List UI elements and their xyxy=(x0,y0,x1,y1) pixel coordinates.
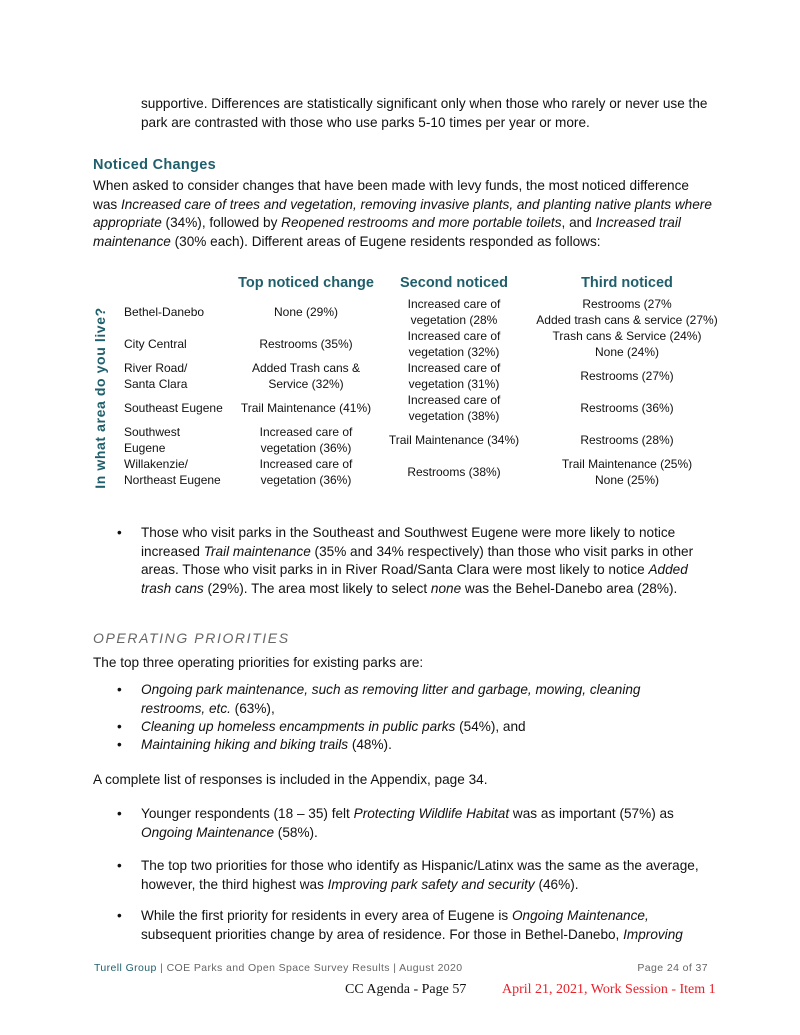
bullet-noticed xyxy=(117,524,721,598)
noticed-changes-heading: Noticed Changes xyxy=(93,157,216,173)
cell-line: Added trash cans & service (27%) xyxy=(536,313,718,327)
cell-line: Northeast Eugene xyxy=(124,473,221,487)
text-run: Maintaining hiking and biking trails xyxy=(141,737,349,752)
footer-org: Turell Group xyxy=(94,962,157,974)
noticed-changes-paragraph xyxy=(93,177,713,251)
detail-item-2 xyxy=(117,857,711,894)
cell-area xyxy=(118,328,236,360)
bullet-icon: • xyxy=(117,682,122,697)
text-run: The top three operating priorities for existing parks are: xyxy=(93,655,424,670)
cell-line: Increased care of xyxy=(259,457,353,471)
cell-line: None (29%) xyxy=(273,305,339,319)
cell-top xyxy=(236,424,376,456)
text-run: (30% each). Different areas of Eugene residents responded as follows: xyxy=(170,233,601,249)
table-row xyxy=(118,456,722,488)
text-run: (58%). xyxy=(274,824,318,840)
cell-area xyxy=(118,424,236,456)
bullet-icon: • xyxy=(117,908,122,923)
cell-line: vegetation (38%) xyxy=(408,409,500,423)
cell-area xyxy=(118,456,236,488)
cell-line: Bethel-Danebo xyxy=(124,305,205,319)
cell-third xyxy=(532,328,722,360)
cell-line: vegetation (28% xyxy=(410,313,498,327)
text-run: Younger respondents (18 – 35) felt xyxy=(141,806,354,821)
cell-second xyxy=(376,296,532,328)
text-run: was as important (57%) as xyxy=(509,806,674,821)
text-run: A complete list of responses is included in the Appendix, page 34. xyxy=(93,772,488,787)
cell-line: Increased care of xyxy=(407,297,501,311)
cell-second xyxy=(376,392,532,424)
cell-top xyxy=(236,360,376,392)
noticed-changes-table xyxy=(118,274,722,488)
bullet-icon: • xyxy=(117,719,122,734)
text-run: Ongoing Maintenance, xyxy=(511,908,649,923)
text-run: (46%). xyxy=(534,876,579,892)
cell-third xyxy=(532,424,722,456)
text-run: Improving park safety and security xyxy=(327,876,535,892)
cell-second xyxy=(376,360,532,392)
cell-line: Southwest xyxy=(124,425,181,439)
cell-line: vegetation (36%) xyxy=(260,473,352,487)
table-row xyxy=(118,328,722,360)
footer-sep: | xyxy=(160,962,164,974)
cell-line: Restrooms (28%) xyxy=(580,433,674,447)
text-run: none xyxy=(430,580,462,596)
cell-line: Southeast Eugene xyxy=(124,401,223,415)
text-run: Improving xyxy=(623,926,683,942)
header-top: Top noticed change xyxy=(238,275,374,291)
row-axis-label: In what area do you live? xyxy=(92,307,108,489)
cell-line: Increased care of xyxy=(407,329,501,343)
cell-line: Trail Maintenance (34%) xyxy=(388,433,520,447)
text-run: (54%), and xyxy=(455,719,526,734)
priority-item-3 xyxy=(117,736,721,755)
cell-area xyxy=(118,360,236,392)
work-session-label: April 21, 2021, Work Session - Item 1 xyxy=(502,982,716,997)
cell-line: Increased care of xyxy=(407,393,501,407)
bullet-icon: • xyxy=(117,737,122,752)
bullet-icon: • xyxy=(117,806,122,821)
cell-line: Trail Maintenance (41%) xyxy=(240,401,372,415)
footer-sep: | xyxy=(393,962,397,974)
cell-line: Increased care of xyxy=(407,361,501,375)
cell-line: None (24%) xyxy=(594,345,660,359)
cell-line: vegetation (32%) xyxy=(408,345,500,359)
cell-line: Eugene xyxy=(124,441,166,455)
cell-line: City Central xyxy=(124,337,187,351)
footer-doc: COE Parks and Open Space Survey Results xyxy=(166,962,390,974)
cell-line: Increased care of xyxy=(259,425,353,439)
cell-third xyxy=(532,360,722,392)
text-run: (29%). The area most likely to select xyxy=(203,580,431,596)
cell-second xyxy=(376,456,532,488)
cell-line: Restrooms (36%) xyxy=(580,401,674,415)
cell-top xyxy=(236,296,376,328)
intro-paragraph xyxy=(141,95,711,132)
cell-top xyxy=(236,328,376,360)
text-run: was the Behel-Danebo area (28%). xyxy=(461,580,678,596)
text-run: Ongoing Maintenance xyxy=(141,824,275,840)
text-run: Increased trail maintenance xyxy=(93,215,681,249)
cell-area xyxy=(118,392,236,424)
text-run: Ongoing park maintenance, such as removing litter and garbage, mowing, cleaning restrooms, etc. xyxy=(141,682,641,716)
cell-third xyxy=(532,456,722,488)
text-run: While the first priority for residents in every area of Eugene is xyxy=(141,908,512,923)
cell-line: River Road/ xyxy=(124,361,188,375)
cell-line: Willakenzie/ xyxy=(124,457,189,471)
cell-line: vegetation (31%) xyxy=(408,377,500,391)
table-row xyxy=(118,424,722,456)
text-run: The top two priorities for those who identify as Hispanic/Latinx was the same as the average, however, the third highest was xyxy=(141,858,699,892)
footer-date: August 2020 xyxy=(399,962,463,974)
text-run: (35% and 34% respectively) than those who visit parks in other areas. Those who visit parks in in River Road/Santa Clara were most likely to notice xyxy=(141,543,694,577)
cell-line: None (25%) xyxy=(594,473,660,487)
cell-line: Restrooms (27% xyxy=(582,297,672,311)
text-run: Cleaning up homeless encampments in public parks xyxy=(141,719,456,734)
cell-third xyxy=(532,392,722,424)
header-second: Second noticed xyxy=(400,275,508,291)
cell-third xyxy=(532,296,722,328)
text-run: Increased care of trees and vegetation, removing invasive plants, and planting native plants where appropriate xyxy=(93,196,712,230)
footer-left xyxy=(94,962,463,974)
text-run: Reopened restrooms and more portable toilets xyxy=(281,215,562,230)
cell-line: Trash cans & Service (24%) xyxy=(552,329,702,343)
cell-line: Trail Maintenance (25%) xyxy=(561,457,693,471)
cell-second xyxy=(376,328,532,360)
cell-second xyxy=(376,424,532,456)
text-run: (48%). xyxy=(348,737,392,752)
text-run: (63%), xyxy=(230,700,275,716)
text-run: supportive. Differences are statistically significant only when those who rarely or never use the park are contrasted with those who use parks 5-10 times per year or more. xyxy=(141,96,708,130)
cell-line: Restrooms (38%) xyxy=(407,465,501,479)
text-run: When asked to consider changes that have been made with levy funds, the most noticed difference was xyxy=(93,178,689,212)
operating-intro xyxy=(93,654,713,673)
cell-area xyxy=(118,296,236,328)
table-row xyxy=(118,392,722,424)
cell-line: Service (32%) xyxy=(268,377,344,391)
cell-line: Santa Clara xyxy=(124,377,188,391)
bullet-icon: • xyxy=(117,525,122,540)
detail-item-3 xyxy=(117,907,701,944)
text-run: (34%), followed by xyxy=(161,215,282,230)
text-run: , and xyxy=(561,215,596,230)
text-run: Those who visit parks in the Southeast and Southwest Eugene were more likely to notice increased xyxy=(141,525,676,559)
detail-item-1 xyxy=(117,805,721,842)
cell-line: Restrooms (35%) xyxy=(259,337,353,351)
agenda-page: CC Agenda - Page 57 xyxy=(345,982,467,997)
cell-line: vegetation (36%) xyxy=(260,441,352,455)
priority-item-2 xyxy=(117,718,721,737)
text-run: Added trash cans xyxy=(141,562,688,596)
cell-line: Restrooms (27%) xyxy=(580,369,674,383)
text-run: Protecting Wildlife Habitat xyxy=(353,806,510,821)
footer-page: Page 24 of 37 xyxy=(637,962,708,974)
text-run: subsequent priorities change by area of residence. For those in Bethel-Danebo, xyxy=(141,926,624,942)
appendix-note xyxy=(93,771,713,790)
cell-top xyxy=(236,392,376,424)
table-row xyxy=(118,296,722,328)
text-run: Trail maintenance xyxy=(203,543,311,559)
bullet-icon: • xyxy=(117,858,122,873)
table-row xyxy=(118,360,722,392)
cell-top xyxy=(236,456,376,488)
header-third: Third noticed xyxy=(581,275,673,291)
cell-line: Added Trash cans & xyxy=(251,361,361,375)
operating-priorities-heading: OPERATING PRIORITIES xyxy=(93,630,290,646)
priority-item-1 xyxy=(117,681,661,718)
